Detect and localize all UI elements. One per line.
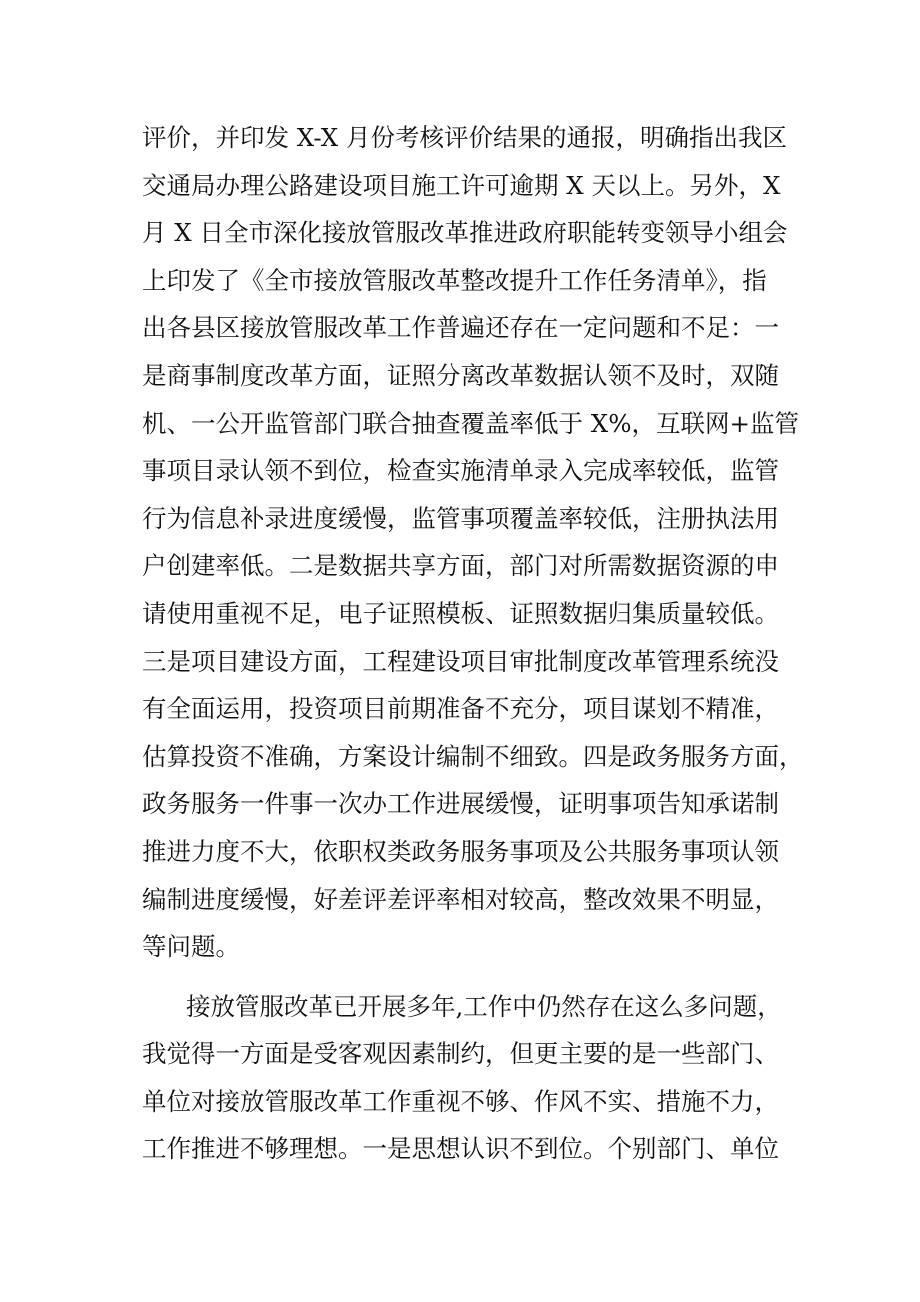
text-line: 行为信息补录进度缓慢，监管事项覆盖率较低，注册执法用 xyxy=(142,503,779,533)
text-line: 是商事制度改革方面，证照分离改革数据认领不及时，双随 xyxy=(142,360,779,390)
text-line: 月 X 日全市深化接放管服改革推进政府职能转变领导小组会 xyxy=(142,218,788,248)
text-line: 三是项目建设方面，工程建设项目审批制度改革管理系统没 xyxy=(142,646,779,676)
text-line: 评价，并印发 X-X 月份考核评价结果的通报，明确指出我区 xyxy=(142,123,787,152)
text-line: 工作推进不够理想。一是思想认识不到位。个别部门、单位 xyxy=(142,1134,779,1164)
text-line: 等问题。 xyxy=(142,932,240,962)
text-line: 接放管服改革已开展多年,工作中仍然存在这么多问题， xyxy=(186,991,782,1021)
paragraph-2 xyxy=(142,983,782,1173)
text-line: 户创建率低。二是数据共享方面，部门对所需数据资源的申 xyxy=(142,551,779,581)
paragraph-gap xyxy=(142,971,782,983)
text-line: 机、一公开监管部门联合抽查覆盖率低于 X%，互联网+监管 xyxy=(142,408,800,438)
text-line: 事项目录认领不到位，检查实施清单录入完成率较低，监管 xyxy=(142,456,779,486)
text-line: 推进力度不大，依职权类政务服务事项及公共服务事项认领 xyxy=(142,836,779,866)
text-line: 估算投资不准确，方案设计编制不细致。四是政务服务方面， xyxy=(142,741,804,771)
text-line: 政务服务一件事一次办工作进展缓慢，证明事项告知承诺制 xyxy=(142,789,779,819)
text-line: 有全面运用，投资项目前期准备不充分，项目谋划不精准， xyxy=(142,694,779,724)
text-line: 编制进度缓慢，好差评差评率相对较高，整改效果不明显， xyxy=(142,884,779,914)
text-line: 我觉得一方面是受客观因素制约，但更主要的是一些部门、 xyxy=(142,1039,779,1069)
paragraph-1 xyxy=(142,114,804,971)
text-line: 单位对接放管服改革工作重视不够、作风不实、措施不力， xyxy=(142,1086,779,1116)
text-line: 交通局办理公路建设项目施工许可逾期 X 天以上。另外，X xyxy=(142,170,781,200)
text-line: 出各县区接放管服改革工作普遍还存在一定问题和不足：一 xyxy=(142,313,779,343)
text-line: 请使用重视不足，电子证照模板、证照数据归集质量较低。 xyxy=(142,598,779,628)
text-line: 上印发了《全市接放管服改革整改提升工作任务清单》，指 xyxy=(142,265,767,295)
document-body xyxy=(142,114,804,1173)
